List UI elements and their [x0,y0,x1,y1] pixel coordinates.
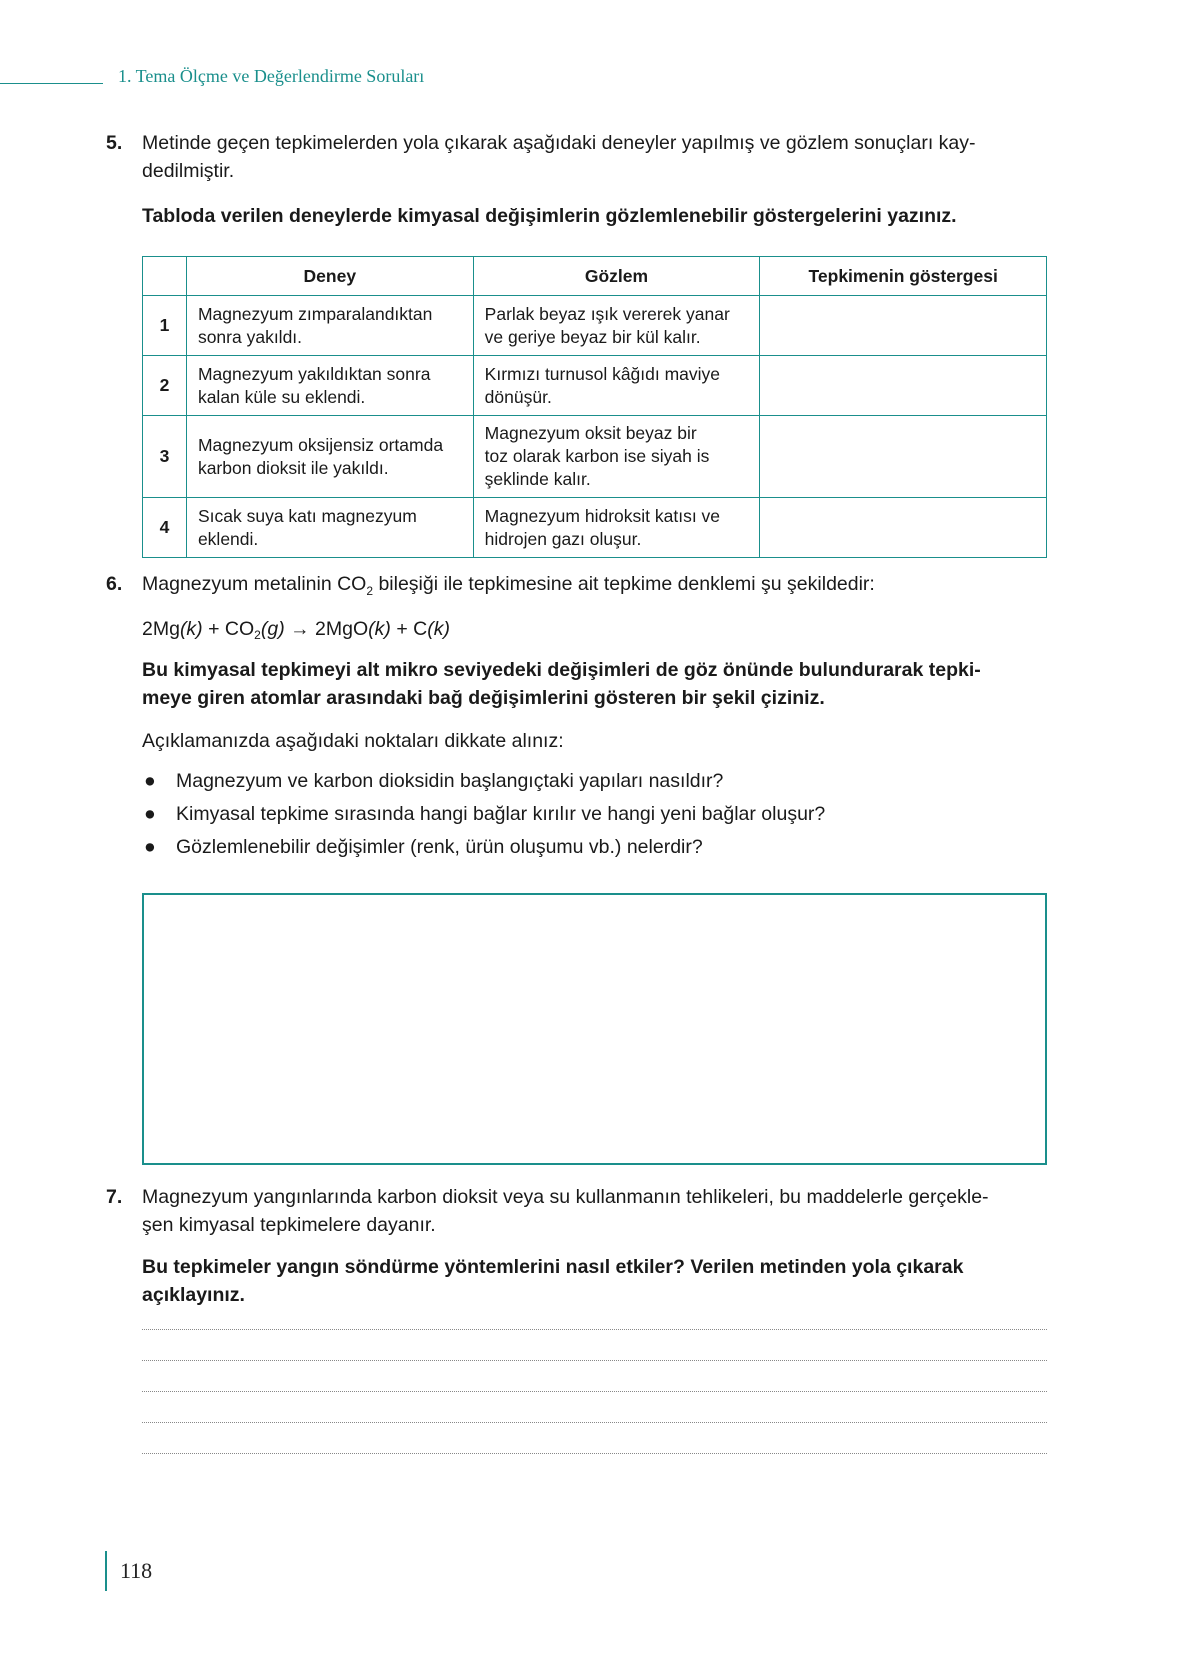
deney-line: kalan küle su eklendi. [197,386,366,407]
question-5-text [142,129,1042,185]
gozlem-line: toz olarak karbon ise siyah is [484,446,710,466]
question-7-instruction-line2: açıklayınız. [142,1284,245,1306]
list-item [142,836,825,869]
deney-line: Magnezyum oksijensiz ortamda [197,434,444,455]
answer-line[interactable] [142,1391,1047,1392]
eq-state: (k) [427,618,450,640]
chapter-title: 1. Tema Ölçme ve Değerlendirme Soruları [118,66,425,86]
table-header-empty [143,257,187,296]
gozlem-line: hidrojen gazı oluşur. [484,528,642,549]
answer-line[interactable] [142,1329,1047,1330]
eq-state: (g) [260,618,285,640]
bullet-icon: ● [144,803,156,825]
question-7-instruction-line1: Bu tepkimeler yangın söndürme yöntemlerini nasıl etkiler? Verilen metinden yola çıkarak [142,1256,964,1278]
row-number: 1 [143,296,187,356]
table-row [143,296,1047,356]
gozlem-line: Magnezyum hidroksit katısı ve [484,505,721,526]
gozlem-line: ve geriye beyaz bir kül kalır. [484,326,701,347]
question-6-text-before: Magnezyum metalinin CO [142,573,367,595]
eq-subscript: 2 [254,628,261,642]
question-6-instruction [142,656,1042,712]
gozlem-cell [473,416,760,498]
gozlem-cell [473,356,760,416]
deney-line: sonra yakıldı. [197,326,303,347]
bullet-text: Kimyasal tepkime sırasında hangi bağlar kırılır ve hangi yeni bağlar oluşur? [176,803,826,825]
question-6-number: 6. [106,573,123,595]
deney-line: Sıcak suya katı magnezyum [197,505,417,526]
eq-plus: + [202,618,225,640]
answer-line[interactable] [142,1453,1047,1454]
deney-cell [186,296,473,356]
eq-plus: + [390,618,414,640]
bullet-icon: ● [144,836,156,858]
question-7-text [142,1183,1042,1239]
eq-arrow: → [284,618,316,640]
list-item [142,803,825,836]
question-5-number: 5. [106,132,123,154]
question-5-text-line2: dedilmiştir. [142,160,235,182]
bullet-icon: ● [144,770,156,792]
question-5-instruction: Tabloda verilen deneylerde kimyasal değişimlerin gözlemlenebilir göstergelerini yazınız. [142,205,957,227]
deney-line: karbon dioksit ile yakıldı. [197,457,389,478]
page-number-rule [105,1551,107,1591]
gozlem-line: Kırmızı turnusol kâğıdı maviye [484,363,721,384]
table-row [143,356,1047,416]
gosterge-answer-cell[interactable] [760,498,1047,558]
table-header-gosterge: Tepkimenin göstergesi [760,257,1047,296]
question-6-instruction-line2: meye giren atomlar arasındaki bağ değişimlerini gösteren bir şekil çiziniz. [142,687,825,709]
question-6-text-after: bileşiği ile tepkimesine ait tepkime denklemi şu şekildedir: [373,573,875,595]
gozlem-line: şeklinde kalır. [484,469,591,489]
eq-term: 2Mg [142,618,180,640]
deney-cell [186,356,473,416]
list-item [142,770,825,803]
table-header-gozlem: Gözlem [473,257,760,296]
row-number: 2 [143,356,187,416]
header-rule [0,83,103,84]
page-number: 118 [120,1558,153,1583]
eq-term: 2MgO [315,618,369,640]
bullet-text: Magnezyum ve karbon dioksidin başlangıçtaki yapıları nasıldır? [176,770,724,792]
deney-line: Magnezyum zımparalandıktan [197,303,433,324]
question-6-bullets [142,770,825,869]
question-6-instruction-line1: Bu kimyasal tepkimeyi alt mikro seviyedeki değişimleri de göz önünde bulundurarak tepki- [142,659,981,681]
deney-cell [186,416,473,498]
gozlem-line: dönüşür. [484,386,552,407]
table-row [143,498,1047,558]
question-6-note: Açıklamanızda aşağıdaki noktaları dikkate alınız: [142,730,564,752]
bullet-text: Gözlemlenebilir değişimler (renk, ürün oluşumu vb.) nelerdir? [176,836,703,858]
answer-line[interactable] [142,1422,1047,1423]
table-header-deney: Deney [186,257,473,296]
question-6-text-sub: 2 [366,583,374,598]
table-row [143,416,1047,498]
deney-line: Magnezyum yakıldıktan sonra [197,363,431,384]
gozlem-line: Magnezyum oksit beyaz bir [484,423,697,443]
gozlem-line: Parlak beyaz ışık vererek yanar [484,303,730,324]
reaction-equation [142,618,450,642]
gosterge-answer-cell[interactable] [760,416,1047,498]
experiment-table [142,256,1047,558]
question-7-text-line2: şen kimyasal tepkimelere dayanır. [142,1214,436,1236]
deney-cell [186,498,473,558]
deney-line: eklendi. [197,528,259,549]
question-7-text-line1: Magnezyum yangınlarında karbon dioksit veya su kullanmanın tehlikeleri, bu maddelerle gerçekle- [142,1186,989,1208]
gosterge-answer-cell[interactable] [760,356,1047,416]
question-7-number: 7. [106,1186,123,1208]
table-header-row [143,257,1047,296]
drawing-answer-box[interactable] [142,893,1047,1165]
answer-line[interactable] [142,1360,1047,1361]
row-number: 3 [143,416,187,498]
row-number: 4 [143,498,187,558]
question-5-text-line1: Metinde geçen tepkimelerden yola çıkarak aşağıdaki deneyler yapılmış ve gözlem sonuçları kay- [142,132,976,154]
eq-term: CO [224,618,255,640]
gosterge-answer-cell[interactable] [760,296,1047,356]
eq-state: (k) [179,618,203,640]
eq-term: C [413,618,428,640]
eq-state: (k) [368,618,391,640]
gozlem-cell [473,498,760,558]
question-6-text [142,570,1042,605]
gozlem-cell [473,296,760,356]
question-7-instruction [142,1253,1042,1309]
